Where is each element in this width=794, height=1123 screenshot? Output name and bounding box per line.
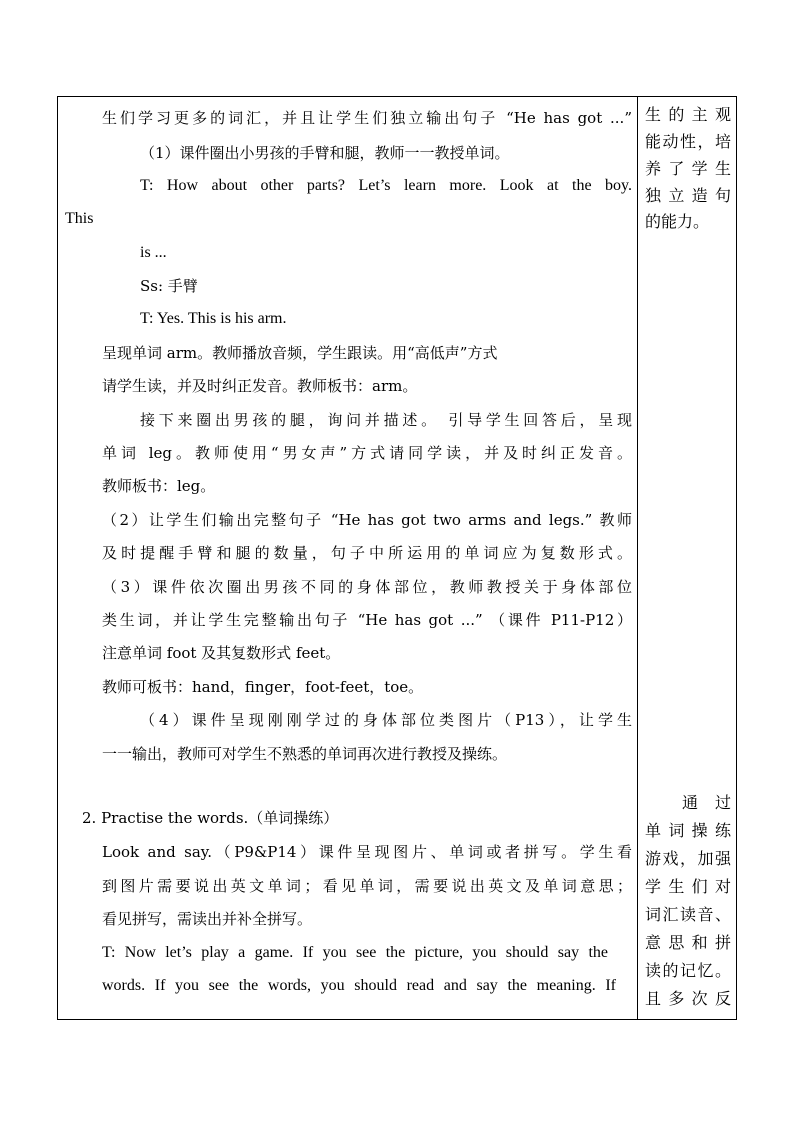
text-line: T: How about other parts? Let’s learn more. Look at the boy. <box>140 177 632 194</box>
text-line: Ss: 手臂 <box>140 277 198 295</box>
text-line: 注意单词 foot 及其复数形式 feet。 <box>102 644 341 662</box>
text-line: 教师可板书：hand，finger，foot-feet，toe。 <box>102 678 424 696</box>
text-line: 到图片需要说出英文单词；看见单词，需要说出英文及单词意思； <box>102 877 632 895</box>
text-line: 单词 leg。教师使用“男女声”方式请同学读，并及时纠正发音。 <box>102 444 632 462</box>
side-note-line: 生的主观 <box>645 105 731 124</box>
text-line: 一一输出，教师可对学生不熟悉的单词再次进行教授及操练。 <box>102 745 508 763</box>
side-note-line: 学生们对 <box>645 877 731 896</box>
text-line: Look and say.（P9&P14）课件呈现图片、单词或者拼写。学生看 <box>102 843 632 861</box>
lesson-table <box>57 96 737 1020</box>
section-heading: 2. Practise the words.（单词操练） <box>82 809 339 827</box>
text-line: （4）课件呈现刚刚学过的身体部位类图片（P13），让学生 <box>140 711 632 729</box>
text-line: （3）课件依次圈出男孩不同的身体部位，教师教授关于身体部位 <box>102 578 632 596</box>
text-line: 接下来圈出男孩的腿，询问并描述。 引导学生回答后，呈现 <box>140 411 632 429</box>
text-line: T: Now let’s play a game. If you see the picture, you should say the <box>102 944 608 961</box>
side-note-line: 能动性，培 <box>645 132 731 151</box>
text-line: 及时提醒手臂和腿的数量，句子中所运用的单词应为复数形式。 <box>102 544 632 562</box>
side-note-line: 养了学生 <box>645 159 731 178</box>
text-line: words. If you see the words, you should read and say the meaning. If <box>102 977 616 994</box>
side-note-line: 通 过 <box>682 793 731 812</box>
side-note-line: 词汇读音、 <box>645 905 731 924</box>
text-line: （1）课件圈出小男孩的手臂和腿，教师一一教授单词。 <box>140 144 510 162</box>
text-line: 呈现单词 arm。教师播放音频，学生跟读。用“高低声”方式 <box>102 344 498 362</box>
text-line: T: Yes. This is his arm. <box>140 310 287 327</box>
side-note-line: 单词操练 <box>645 821 731 840</box>
side-note-line: 意思和拼 <box>645 933 731 952</box>
side-note-line: 独立造句 <box>645 186 731 205</box>
text-line: 请学生读，并及时纠正发音。教师板书：arm。 <box>102 377 418 395</box>
text-line: 生们学习更多的词汇，并且让学生们独立输出句子 “He has got ...” <box>102 109 632 127</box>
side-note-line: 读的记忆。 <box>645 961 731 980</box>
text-line: is ... <box>140 244 167 261</box>
text-line: 类生词，并让学生完整输出句子 “He has got ...” （课件 P11-P12） <box>102 611 632 629</box>
text-line: This <box>65 210 94 227</box>
text-line: （2）让学生们输出完整句子 “He has got two arms and legs.” 教师 <box>102 511 632 529</box>
side-note-line: 游戏，加强 <box>645 849 731 868</box>
text-line: 看见拼写，需读出并补全拼写。 <box>102 910 313 928</box>
side-note-line: 的能力。 <box>645 212 710 231</box>
text-line: 教师板书：leg。 <box>102 477 216 495</box>
side-note-line: 且多次反 <box>645 989 731 1008</box>
column-divider <box>637 97 638 1019</box>
